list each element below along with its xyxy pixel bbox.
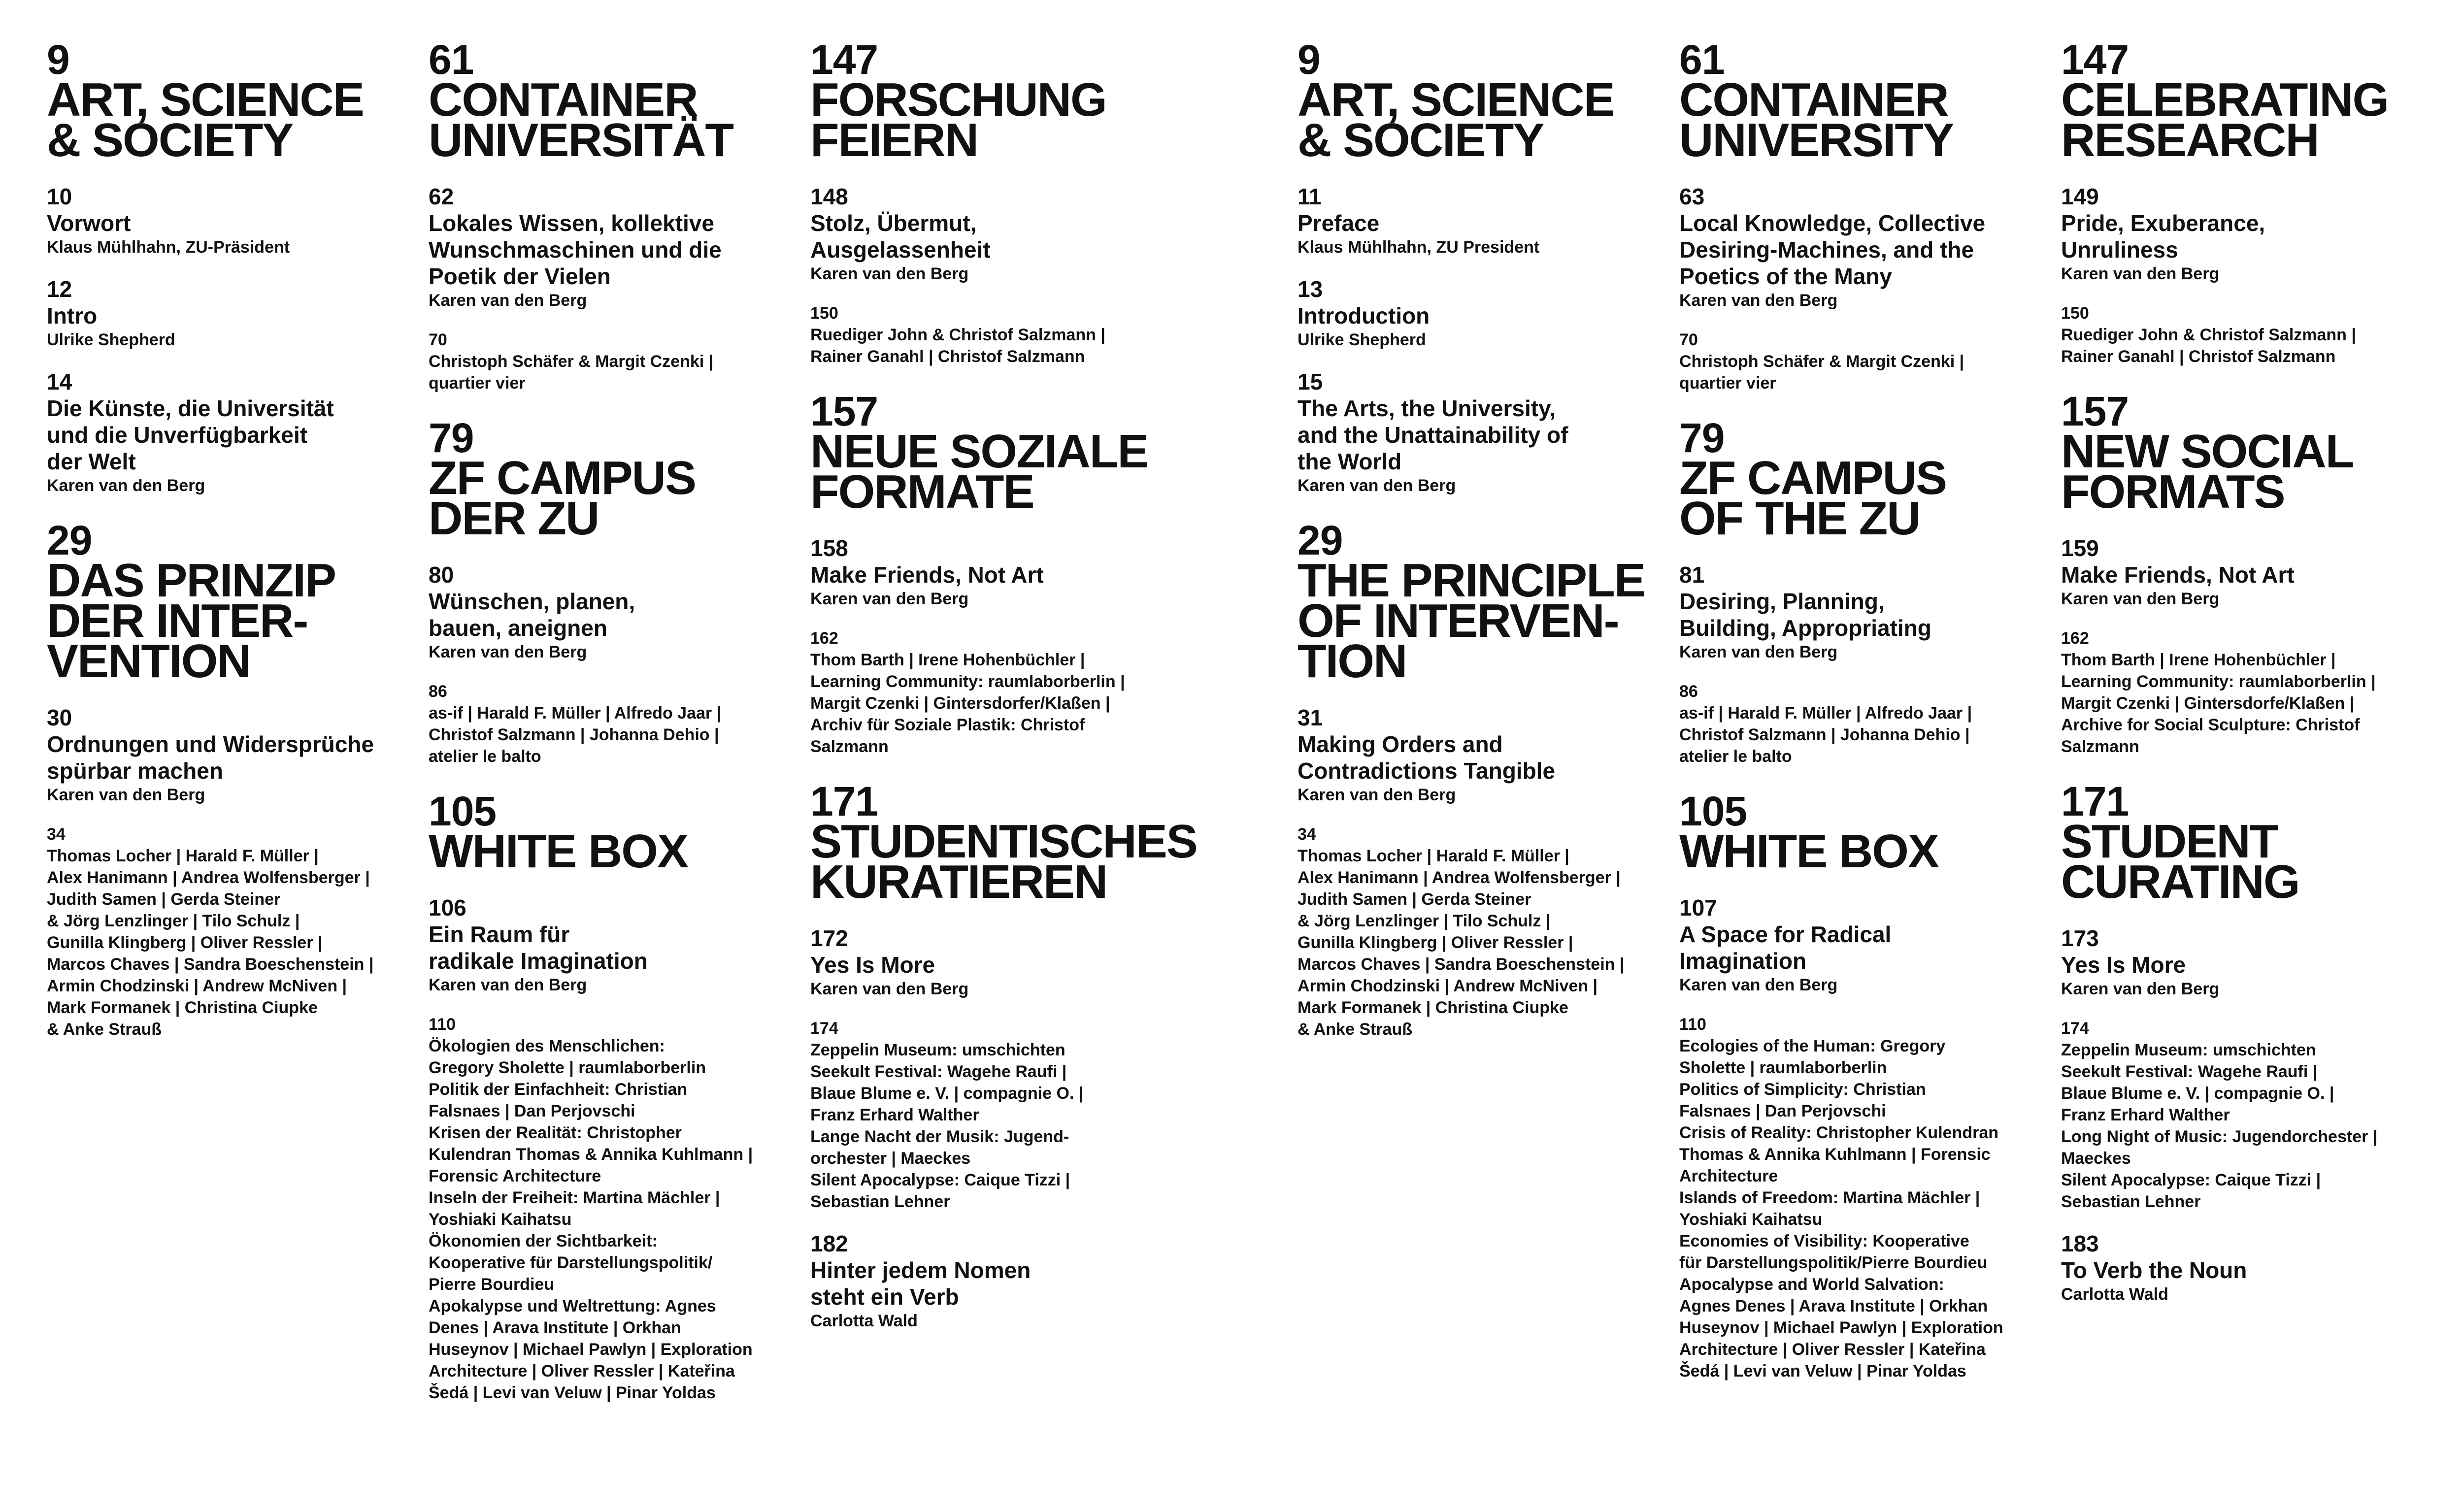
entry-author: Karen van den Berg: [2061, 980, 2220, 998]
entry-author: Karen van den Berg: [429, 643, 587, 661]
artist-list-entry: [1298, 823, 1662, 1040]
chapter-section: [1679, 36, 2044, 394]
entry-author: Karen van den Berg: [1679, 643, 1838, 661]
artist-list-entry: [1679, 681, 2044, 767]
toc-entry: [2061, 183, 2435, 285]
toc-entry: [810, 925, 1185, 1000]
toc-entry: [47, 276, 411, 351]
entry-page-number: 81: [1679, 562, 1705, 588]
entry-title: Make Friends, Not Art: [2061, 562, 2295, 588]
toc-entry: [429, 894, 793, 996]
chapter-section: [2061, 388, 2435, 757]
chapter-page-number: 157: [2061, 388, 2129, 434]
entry-title: The Arts, the University, and the Unattainability of the World: [1298, 395, 1568, 474]
chapter-section: [1679, 788, 2044, 1382]
artist-list-page-number: 150: [810, 304, 838, 323]
entry-page-number: 158: [810, 535, 848, 561]
chapter-section: [47, 517, 411, 1040]
chapter-section: [1298, 517, 1662, 1040]
toc-entry: [47, 368, 411, 496]
toc-column: [1298, 36, 1662, 1064]
chapter-page-number: 9: [1298, 36, 1320, 83]
artist-list-entry: [429, 1014, 793, 1404]
artist-list-page-number: 110: [429, 1015, 456, 1034]
chapter-page-number: 171: [810, 778, 878, 824]
entry-page-number: 149: [2061, 184, 2099, 209]
entry-author: Karen van den Berg: [47, 476, 205, 495]
chapter-page-number: 79: [429, 415, 474, 461]
artist-list-page-number: 34: [1298, 825, 1316, 844]
entry-title: A Space for Radical Imagination: [1679, 921, 1892, 974]
artist-list-entry: [810, 627, 1185, 757]
artist-list: Ruediger John & Christof Salzmann | Rainer Ganahl | Christof Salzmann: [2061, 326, 2356, 366]
entry-title: To Verb the Noun: [2061, 1257, 2247, 1283]
entry-author: Karen van den Berg: [1679, 976, 1838, 994]
entry-page-number: 13: [1298, 276, 1323, 302]
toc-entry: [2061, 925, 2435, 1000]
toc-column: [1679, 36, 2044, 1406]
entry-author: Karen van den Berg: [429, 291, 587, 310]
toc-entry: [810, 1230, 1185, 1332]
artist-list: Ökologien des Menschlichen: Gregory Sholette | raumlaborberlin Politik der Einfachheit: Christian Falsnaes | Dan Perjovschi Krisen der Realität: Christopher Kulendran Thomas & Annika Kuhlmann | Forensic Architecture Inseln der Freiheit: Martina Mächler | Yoshiaki Kaihatsu Ökonomien der Sichtbarkeit: Kooperative für Darstellungspolitik/ Pierre Bourdieu Apokalypse und Weltrettung: Agnes Denes | Arava Institute | Orkhan Huseynov | Michael Pawlyn | Exploration Architecture | Oliver Ressler | Kateřina Šedá | Levi van Veluw | Pinar Yoldas: [429, 1037, 753, 1402]
artist-list: as-if | Harald F. Müller | Alfredo Jaar | Christof Salzmann | Johanna Dehio | atelier le balto: [429, 704, 722, 766]
chapter-section: [810, 388, 1185, 757]
entry-title: Local Knowledge, Collective Desiring-Machines, and the Poetics of the Many: [1679, 210, 1986, 289]
entry-page-number: 63: [1679, 184, 1705, 209]
entry-author: Karen van den Berg: [2061, 590, 2220, 608]
chapter-title: NEW SOCIAL FORMATS: [2061, 425, 2354, 518]
chapter-title: ART, SCIENCE & SOCIETY: [1298, 73, 1614, 166]
artist-list: Thom Barth | Irene Hohenbüchler | Learning Community: raumlaborberlin | Margit Czenki | Gintersdorfe/Klaßen | Archive for Social Sculpture: Christof Salzmann: [2061, 651, 2376, 756]
toc-entry: [47, 704, 411, 806]
chapter-section: [429, 415, 793, 767]
artist-list: Thomas Locher | Harald F. Müller | Alex Hanimann | Andrea Wolfensberger | Judith Samen | Gerda Steiner & Jörg Lenzlinger | Tilo Schulz | Gunilla Klingberg | Oliver Ressler | Marcos Chaves | Sandra Boeschenstein | Armin Chodzinski | Andrew McNiven | Mark Formanek | Christina Ciupke & Anke Strauß: [1298, 847, 1625, 1039]
entry-title: Desiring, Planning, Building, Appropriating: [1679, 589, 1931, 641]
entry-title: Making Orders and Contradictions Tangible: [1298, 731, 1556, 784]
entry-author: Karen van den Berg: [2061, 264, 2220, 283]
artist-list: Christoph Schäfer & Margit Czenki | quartier vier: [1679, 352, 1964, 393]
chapter-title: STUDENTISCHES KURATIEREN: [810, 815, 1197, 908]
toc-entry: [810, 183, 1185, 285]
entry-title: Die Künste, die Universität und die Unverfügbarkeit der Welt: [47, 395, 334, 474]
chapter-section: [429, 788, 793, 1404]
entry-page-number: 159: [2061, 535, 2099, 561]
artist-list-entry: [2061, 302, 2435, 367]
toc-column: [47, 36, 411, 1064]
chapter-page-number: 29: [1298, 517, 1343, 563]
chapter-title: FORSCHUNG FEIERN: [810, 73, 1106, 166]
chapter-page-number: 61: [429, 36, 474, 83]
artist-list: Ecologies of the Human: Gregory Sholette | raumlaborberlin Politics of Simplicity: Christian Falsnaes | Dan Perjovschi Crisis of Reality: Christopher Kulendran Thomas & Annika Kuhlmann | Forensic Architecture Islands of Freedom: Martina Mächler | Yoshiaki Kaihatsu Economies of Visibility: Kooperative für Darstellungspolitik/Pierre Bourdieu Apocalypse and World Salvation: Agnes Denes | Arava Institute | Orkhan Huseynov | Michael Pawlyn | Exploration Architecture | Oliver Ressler | Kateřina Šedá | Levi van Veluw | Pinar Yoldas: [1679, 1037, 2003, 1381]
entry-page-number: 15: [1298, 369, 1323, 394]
artist-list-page-number: 70: [1679, 330, 1698, 349]
artist-list: Thom Barth | Irene Hohenbüchler | Learning Community: raumlaborberlin | Margit Czenki | Gintersdorfer/Klaßen | Archiv für Soziale Plastik: Christof Salzmann: [810, 651, 1125, 756]
entry-author: Karen van den Berg: [1679, 291, 1838, 310]
entry-page-number: 182: [810, 1231, 848, 1256]
chapter-page-number: 157: [810, 388, 878, 434]
entry-author: Karen van den Berg: [1298, 476, 1456, 495]
entry-title: Stolz, Übermut, Ausgelassenheit: [810, 210, 991, 263]
chapter-title: STUDENT CURATING: [2061, 815, 2299, 908]
artist-list-page-number: 174: [810, 1019, 838, 1038]
entry-page-number: 183: [2061, 1231, 2099, 1256]
chapter-title: DAS PRINZIP DER INTER- VENTION: [47, 554, 336, 688]
chapter-section: [2061, 778, 2435, 1305]
entry-page-number: 80: [429, 562, 454, 588]
toc-entry: [810, 535, 1185, 610]
chapter-page-number: 61: [1679, 36, 1725, 83]
toc-entry: [429, 183, 793, 311]
chapter-title: ZF CAMPUS OF THE ZU: [1679, 452, 1946, 545]
entry-title: Vorwort: [47, 210, 131, 236]
entry-page-number: 173: [2061, 925, 2099, 951]
entry-title: Lokales Wissen, kollektive Wunschmaschinen und die Poetik der Vielen: [429, 210, 722, 289]
entry-title: Yes Is More: [2061, 952, 2186, 978]
toc-column: [429, 36, 793, 1427]
toc-column: [810, 36, 1197, 1355]
chapter-page-number: 147: [2061, 36, 2129, 83]
chapter-title: CELEBRATING RESEARCH: [2061, 73, 2389, 166]
entry-author: Klaus Mühlhahn, ZU-Präsident: [47, 238, 290, 257]
entry-author: Klaus Mühlhahn, ZU President: [1298, 238, 1540, 257]
chapter-title: ART, SCIENCE & SOCIETY: [47, 73, 364, 166]
toc-entry: [429, 561, 793, 663]
artist-list-entry: [429, 681, 793, 767]
toc-entry: [2061, 1230, 2435, 1305]
entry-title: Hinter jedem Nomen steht ein Verb: [810, 1257, 1031, 1310]
toc-entry: [1298, 368, 1662, 496]
chapter-section: [810, 36, 1185, 367]
artist-list-entry: [47, 823, 411, 1040]
toc-entry: [1298, 704, 1662, 806]
entry-page-number: 107: [1679, 895, 1717, 920]
toc-entry: [1298, 183, 1662, 258]
chapter-title: THE PRINCIPLE OF INTERVEN- TION: [1298, 554, 1645, 688]
entry-title: Intro: [47, 303, 98, 329]
chapter-title: WHITE BOX: [1679, 825, 1938, 878]
entry-author: Karen van den Berg: [47, 786, 205, 804]
chapter-section: [1298, 36, 1662, 496]
artist-list: Christoph Schäfer & Margit Czenki | quartier vier: [429, 352, 714, 393]
artist-list-entry: [810, 302, 1185, 367]
entry-page-number: 31: [1298, 705, 1323, 730]
entry-page-number: 148: [810, 184, 848, 209]
entry-author: Karen van den Berg: [1298, 786, 1456, 804]
entry-author: Carlotta Wald: [810, 1312, 918, 1330]
artist-list-page-number: 110: [1679, 1015, 1706, 1034]
chapter-title: CONTAINER UNIVERSITÄT: [429, 73, 733, 166]
toc-entry: [1298, 276, 1662, 351]
entry-title: Ein Raum für radikale Imagination: [429, 921, 648, 974]
artist-list-page-number: 174: [2061, 1019, 2089, 1038]
chapter-page-number: 171: [2061, 778, 2129, 824]
entry-author: Karen van den Berg: [810, 590, 969, 608]
chapter-title: CONTAINER UNIVERSITY: [1679, 73, 1954, 166]
artist-list-page-number: 162: [810, 629, 838, 648]
artist-list-page-number: 34: [47, 825, 66, 844]
artist-list-entry: [1679, 329, 2044, 394]
toc-entry: [1679, 183, 2044, 311]
entry-title: Ordnungen und Widersprüche spürbar machen: [47, 731, 374, 784]
chapter-page-number: 29: [47, 517, 92, 563]
artist-list-entry: [429, 329, 793, 394]
artist-list: Zeppelin Museum: umschichten Seekult Festival: Wagehe Raufi | Blaue Blume e. V. | compagnie O. | Franz Erhard Walther Long Night of Music: Jugendorchester | Maeckes Silent Apocalypse: Caique Tizzi | Sebastian Lehner: [2061, 1041, 2378, 1211]
toc-entry: [1679, 894, 2044, 996]
artist-list: Thomas Locher | Harald F. Müller | Alex Hanimann | Andrea Wolfensberger | Judith Samen | Gerda Steiner & Jörg Lenzlinger | Tilo Schulz | Gunilla Klingberg | Oliver Ressler | Marcos Chaves | Sandra Boeschenstein | Armin Chodzinski | Andrew McNiven | Mark Formanek | Christina Ciupke & Anke Strauß: [47, 847, 374, 1039]
artist-list-page-number: 150: [2061, 304, 2089, 323]
entry-page-number: 62: [429, 184, 454, 209]
entry-page-number: 106: [429, 895, 466, 920]
entry-author: Karen van den Berg: [810, 980, 969, 998]
toc-entry: [47, 183, 411, 258]
entry-title: Pride, Exuberance, Unruliness: [2061, 210, 2265, 263]
entry-page-number: 172: [810, 925, 848, 951]
chapter-section: [1679, 415, 2044, 767]
chapter-page-number: 79: [1679, 415, 1725, 461]
entry-author: Karen van den Berg: [810, 264, 969, 283]
entry-author: Carlotta Wald: [2061, 1285, 2168, 1304]
entry-author: Ulrike Shepherd: [47, 330, 175, 349]
artist-list-page-number: 86: [1679, 682, 1698, 701]
artist-list-entry: [810, 1018, 1185, 1213]
artist-list-page-number: 86: [429, 682, 447, 701]
entry-page-number: 30: [47, 705, 72, 730]
entry-title: Introduction: [1298, 303, 1430, 329]
entry-page-number: 12: [47, 276, 72, 302]
artist-list-page-number: 70: [429, 330, 447, 349]
artist-list: Ruediger John & Christof Salzmann | Rainer Ganahl | Christof Salzmann: [810, 326, 1105, 366]
artist-list-entry: [2061, 1018, 2435, 1213]
artist-list-entry: [2061, 627, 2435, 757]
chapter-section: [429, 36, 793, 394]
entry-page-number: 14: [47, 369, 72, 394]
entry-title: Yes Is More: [810, 952, 935, 978]
entry-title: Preface: [1298, 210, 1380, 236]
toc-entry: [2061, 535, 2435, 610]
artist-list-page-number: 162: [2061, 629, 2089, 648]
entry-title: Make Friends, Not Art: [810, 562, 1044, 588]
toc-page-english: [1251, 0, 2463, 1512]
chapter-page-number: 105: [1679, 788, 1747, 834]
chapter-section: [2061, 36, 2435, 367]
toc-column: [2061, 36, 2435, 1329]
entry-title: Wünschen, planen, bauen, aneignen: [429, 589, 635, 641]
entry-author: Karen van den Berg: [429, 976, 587, 994]
artist-list: as-if | Harald F. Müller | Alfredo Jaar | Christof Salzmann | Johanna Dehio | atelier le balto: [1679, 704, 1972, 766]
chapter-page-number: 147: [810, 36, 878, 83]
entry-author: Ulrike Shepherd: [1298, 330, 1426, 349]
chapter-section: [810, 778, 1197, 1332]
chapter-page-number: 9: [47, 36, 69, 83]
artist-list-entry: [1679, 1014, 2044, 1382]
entry-page-number: 11: [1298, 184, 1322, 209]
artist-list: Zeppelin Museum: umschichten Seekult Festival: Wagehe Raufi | Blaue Blume e. V. | compagnie O. | Franz Erhard Walther Lange Nacht der Musik: Jugend- orchester | Maeckes Silent Apocalypse: Caique Tizzi | Sebastian Lehner: [810, 1041, 1084, 1211]
chapter-section: [47, 36, 411, 496]
chapter-page-number: 105: [429, 788, 497, 834]
chapter-title: WHITE BOX: [429, 825, 688, 878]
toc-entry: [1679, 561, 2044, 663]
entry-page-number: 10: [47, 184, 72, 209]
chapter-title: ZF CAMPUS DER ZU: [429, 452, 696, 545]
chapter-title: NEUE SOZIALE FORMATE: [810, 425, 1148, 518]
